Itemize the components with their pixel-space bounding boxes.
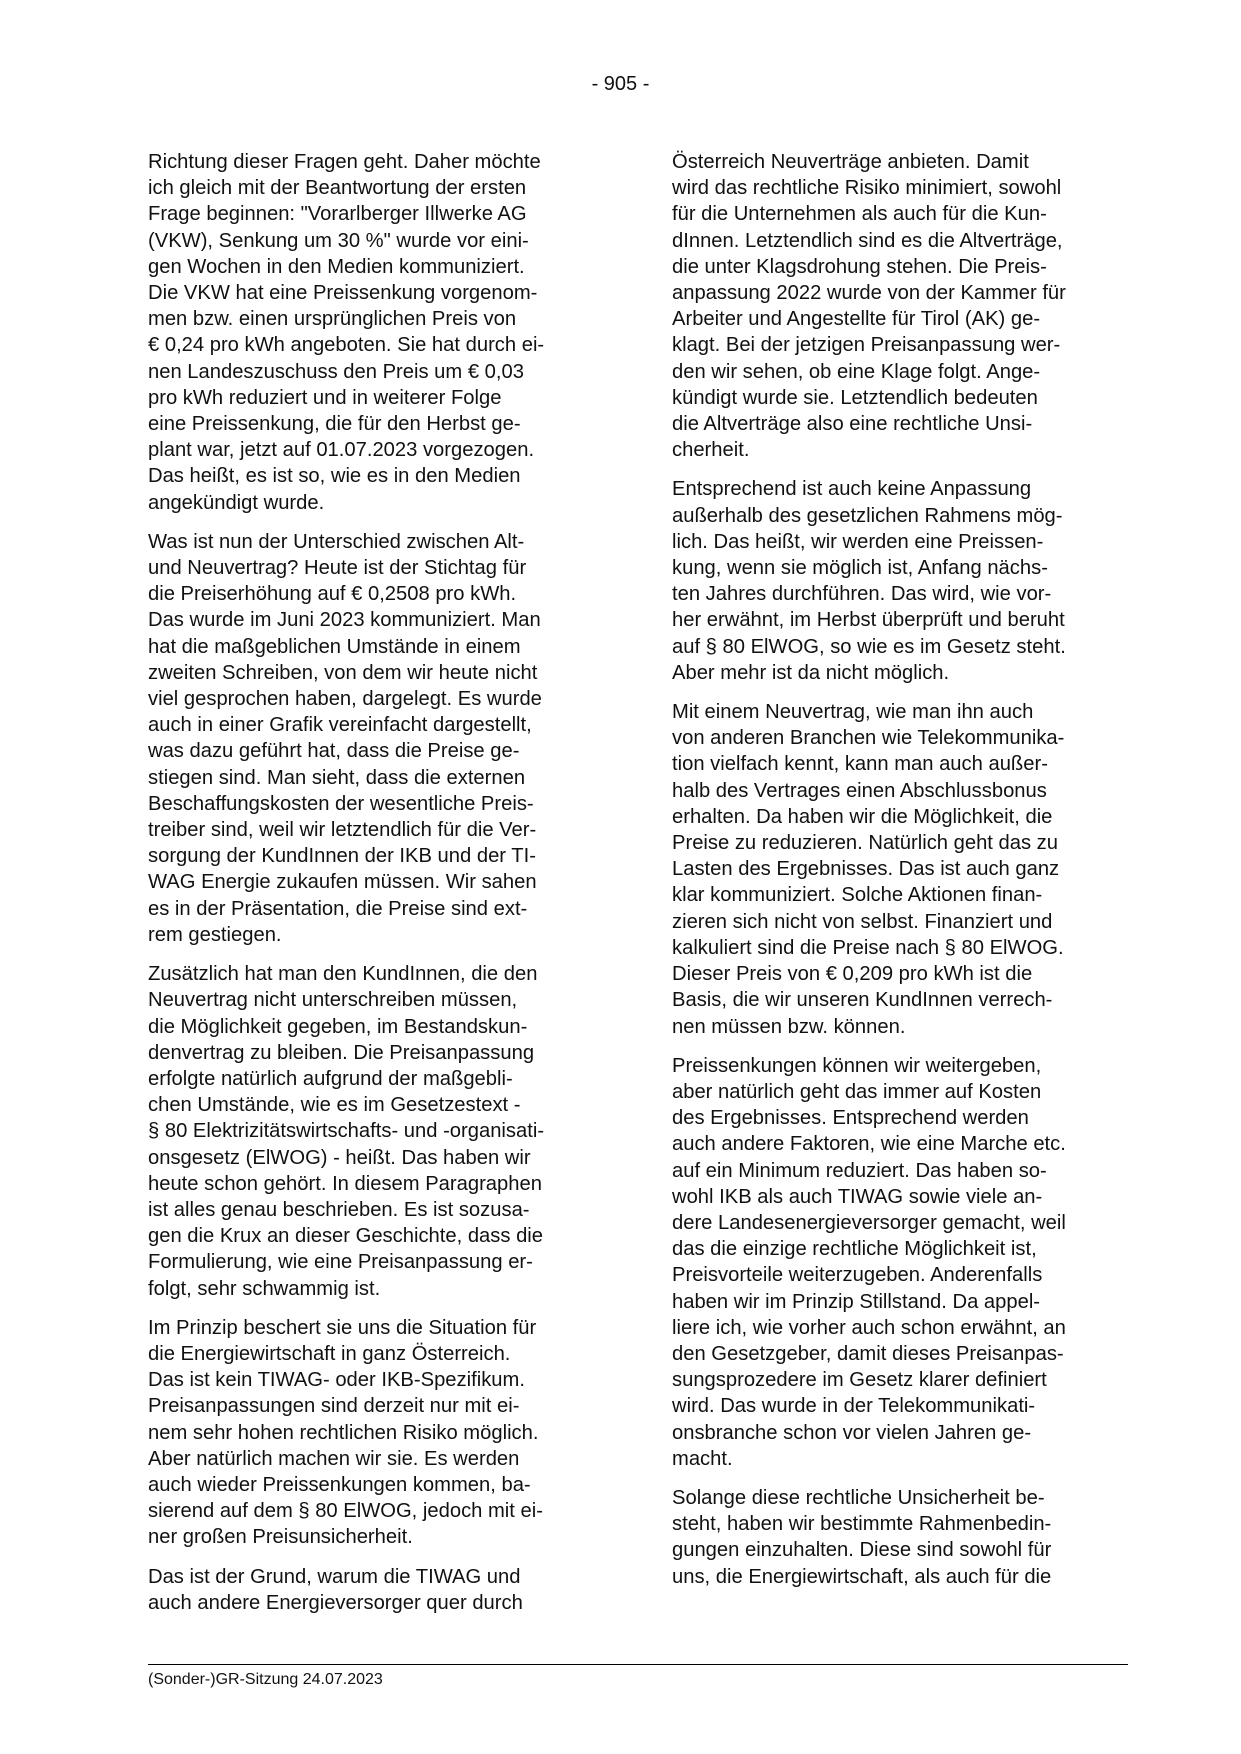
text-line: treiber sind, weil wir letztendlich für die Ver- <box>148 819 537 842</box>
text-line: auch in einer Grafik vereinfacht dargestellt, <box>148 714 532 737</box>
text-line: kündigt wurde sie. Letztendlich bedeuten <box>672 386 1038 409</box>
text-line: denvertrag zu bleiben. Die Preisanpassung <box>148 1041 535 1064</box>
footer-divider <box>148 1664 1128 1665</box>
text-line: zieren sich nicht von selbst. Finanziert und <box>672 910 1053 933</box>
text-line: auf § 80 ElWOG, so wie es im Gesetz steht. <box>672 635 1066 658</box>
text-line: für die Unternehmen als auch für die Kun- <box>672 203 1047 226</box>
text-line: ich gleich mit der Beantwortung der ersten <box>148 177 527 200</box>
text-line: § 80 Elektrizitätswirtschafts- und -organisati- <box>148 1120 545 1143</box>
paragraph <box>148 961 600 1302</box>
paragraph <box>672 1485 1124 1590</box>
text-line: kung, wenn sie möglich ist, Anfang nächs- <box>672 557 1048 580</box>
text-line: die Energiewirtschaft in ganz Österreich. <box>148 1342 511 1365</box>
text-line: Preise zu reduzieren. Natürlich geht das zu <box>672 832 1059 855</box>
text-line: den wir sehen, ob eine Klage folgt. Ange- <box>672 360 1041 383</box>
text-line: gen die Krux an dieser Geschichte, dass die <box>148 1225 544 1248</box>
text-line: zweiten Schreiben, von dem wir heute nicht <box>148 661 538 684</box>
text-line: cherheit. <box>672 439 750 462</box>
text-line: liere ich, wie vorher auch schon erwähnt, an <box>672 1316 1066 1339</box>
text-line: es in der Präsentation, die Preise sind ext- <box>148 897 528 920</box>
text-line: Formulierung, wie eine Preisanpassung er- <box>148 1251 533 1274</box>
text-line: WAG Energie zukaufen müssen. Wir sahen <box>148 871 537 894</box>
text-line: (VKW), Senkung um 30 %" wurde vor eini- <box>148 229 529 252</box>
text-line: wohl IKB als auch TIWAG sowie viele an- <box>672 1185 1043 1208</box>
text-line: die Möglichkeit gegeben, im Bestandskun- <box>148 1015 528 1038</box>
text-line: klar kommuniziert. Solche Aktionen finan- <box>672 884 1043 907</box>
text-line: ner großen Preisunsicherheit. <box>148 1526 413 1549</box>
text-line: außerhalb des gesetzlichen Rahmens mög- <box>672 504 1063 527</box>
text-line: anpassung 2022 wurde von der Kammer für <box>672 282 1066 305</box>
text-line: auf ein Minimum reduziert. Das haben so- <box>672 1159 1047 1182</box>
text-line: nem sehr hohen rechtlichen Risiko möglich. <box>148 1421 539 1444</box>
text-line: den Gesetzgeber, damit dieses Preisanpas- <box>672 1342 1064 1365</box>
text-line: uns, die Energiewirtschaft, als auch für die <box>672 1565 1052 1588</box>
footer-session-label: (Sonder-)GR-Sitzung 24.07.2023 <box>148 1671 383 1688</box>
text-line: nen Landeszuschuss den Preis um € 0,03 <box>148 360 524 383</box>
text-line: Österreich Neuverträge anbieten. Damit <box>672 151 1029 173</box>
left-column <box>148 149 600 1629</box>
text-line: Das wurde im Juni 2023 kommuniziert. Man <box>148 609 541 632</box>
text-line: angekündigt wurde. <box>148 491 325 514</box>
text-line: was dazu geführt hat, dass die Preise ge- <box>148 740 520 763</box>
text-line: des Ergebnisses. Entsprechend werden <box>672 1107 1029 1130</box>
text-line: wird. Das wurde in der Telekommunikati- <box>672 1395 1036 1418</box>
text-line: plant war, jetzt auf 01.07.2023 vorgezogen. <box>148 439 535 462</box>
text-line: lich. Das heißt, wir werden eine Preissen- <box>672 530 1044 553</box>
text-line: erhalten. Da haben wir die Möglichkeit, die <box>672 805 1053 828</box>
text-line: macht. <box>672 1447 733 1470</box>
text-line: auch andere Energieversorger quer durch <box>148 1591 523 1614</box>
text-line: dInnen. Letztendlich sind es die Altverträge, <box>672 229 1063 252</box>
text-line: chen Umstände, wie es im Gesetzestext - <box>148 1094 521 1117</box>
text-line: Frage beginnen: "Vorarlberger Illwerke AG <box>148 203 527 226</box>
paragraph <box>672 1053 1124 1472</box>
text-line: die Altverträge also eine rechtliche Unsi- <box>672 413 1033 436</box>
text-line: her erwähnt, im Herbst überprüft und beruht <box>672 609 1065 632</box>
text-line: kalkuliert sind die Preise nach § 80 ElWOG. <box>672 936 1064 959</box>
text-line: auch andere Faktoren, wie eine Marche etc. <box>672 1133 1066 1156</box>
text-line: von anderen Branchen wie Telekommunika- <box>672 727 1065 750</box>
text-line: haben wir im Prinzip Stillstand. Da appel- <box>672 1290 1041 1313</box>
text-line: Mit einem Neuvertrag, wie man ihn auch <box>672 701 1034 724</box>
text-line: sierend auf dem § 80 ElWOG, jedoch mit ei- <box>148 1500 543 1523</box>
text-line: € 0,24 pro kWh angeboten. Sie hat durch ei- <box>148 334 545 357</box>
text-line: Das heißt, es ist so, wie es in den Medien <box>148 465 521 488</box>
text-line: die unter Klagsdrohung stehen. Die Preis- <box>672 255 1047 278</box>
text-line: halb des Vertrages einen Abschlussbonus <box>672 779 1047 802</box>
text-line: Preisanpassungen sind derzeit nur mit ei- <box>148 1395 520 1418</box>
text-line: Dieser Preis von € 0,209 pro kWh ist die <box>672 963 1033 986</box>
paragraph <box>148 149 600 516</box>
text-line: rem gestiegen. <box>148 923 282 946</box>
text-line: Beschaffungskosten der wesentliche Preis- <box>148 792 534 815</box>
text-line: hat die maßgeblichen Umstände in einem <box>148 635 521 658</box>
text-line: gen Wochen in den Medien kommuniziert. <box>148 255 525 278</box>
text-line: dere Landesenergieversorger gemacht, weil <box>672 1211 1066 1234</box>
text-line: Die VKW hat eine Preissenkung vorgenom- <box>148 282 538 305</box>
text-line: Aber natürlich machen wir sie. Es werden <box>148 1447 520 1470</box>
text-line: sorgung der KundInnen der IKB und der TI- <box>148 845 536 868</box>
text-line: Basis, die wir unseren KundInnen verrech- <box>672 989 1053 1012</box>
paragraph <box>148 1315 600 1551</box>
text-line: Aber mehr ist da nicht möglich. <box>672 661 950 684</box>
text-line: eine Preissenkung, die für den Herbst ge- <box>148 413 521 436</box>
text-line: stiegen sind. Man sieht, dass die externen <box>148 766 526 789</box>
paragraph <box>148 1564 600 1616</box>
text-line: Zusätzlich hat man den KundInnen, die den <box>148 963 538 986</box>
text-line: viel gesprochen haben, dargelegt. Es wurde <box>148 688 542 711</box>
text-line: pro kWh reduziert und in weiterer Folge <box>148 386 502 409</box>
text-line: onsgesetz (ElWOG) - heißt. Das haben wir <box>148 1146 531 1169</box>
text-line: folgt, sehr schwammig ist. <box>148 1277 381 1300</box>
text-line: Was ist nun der Unterschied zwischen Alt- <box>148 530 525 553</box>
text-line: men bzw. einen ursprünglichen Preis von <box>148 308 517 331</box>
text-line: onsbranche schon vor vielen Jahren ge- <box>672 1421 1032 1444</box>
text-line: Neuvertrag nicht unterschreiben müssen, <box>148 989 518 1012</box>
right-column <box>672 149 1124 1603</box>
text-line: Preissenkungen können wir weitergeben, <box>672 1054 1042 1077</box>
text-line: Arbeiter und Angestellte für Tirol (AK) ge- <box>672 308 1041 331</box>
text-line: Solange diese rechtliche Unsicherheit be- <box>672 1486 1045 1509</box>
text-line: steht, haben wir bestimmte Rahmenbedin- <box>672 1513 1052 1536</box>
text-line: heute schon gehört. In diesem Paragraphen <box>148 1172 542 1195</box>
text-line: auch wieder Preissenkungen kommen, ba- <box>148 1473 531 1496</box>
text-line: nen müssen bzw. können. <box>672 1015 906 1038</box>
text-line: Lasten des Ergebnisses. Das ist auch ganz <box>672 858 1060 881</box>
text-line: erfolgte natürlich aufgrund der maßgebli- <box>148 1067 513 1090</box>
text-line: Das ist der Grund, warum die TIWAG und <box>148 1565 521 1588</box>
text-line: Richtung dieser Fragen geht. Daher möchte <box>148 151 541 173</box>
text-line: Preisvorteile weiterzugeben. Anderenfalls <box>672 1264 1043 1287</box>
text-line: aber natürlich geht das immer auf Kosten <box>672 1080 1042 1103</box>
text-line: ist alles genau beschrieben. Es ist sozusa- <box>148 1198 530 1221</box>
text-line: das die einzige rechtliche Möglichkeit ist, <box>672 1238 1037 1261</box>
paragraph <box>672 149 1124 463</box>
text-line: klagt. Bei der jetzigen Preisanpassung wer- <box>672 334 1061 357</box>
text-line: gungen einzuhalten. Diese sind sowohl für <box>672 1539 1052 1562</box>
text-line: ten Jahres durchführen. Das wird, wie vor- <box>672 583 1052 606</box>
paragraph <box>672 476 1124 686</box>
text-line: Das ist kein TIWAG- oder IKB-Spezifikum. <box>148 1369 525 1392</box>
text-line: sungsprozedere im Gesetz klarer definiert <box>672 1369 1047 1392</box>
page-number: - 905 - <box>591 73 650 95</box>
text-line: wird das rechtliche Risiko minimiert, sowohl <box>672 177 1062 200</box>
text-line: tion vielfach kennt, kann man auch außer- <box>672 753 1048 776</box>
text-line: und Neuvertrag? Heute ist der Stichtag für <box>148 557 527 580</box>
paragraph <box>148 529 600 948</box>
text-line: Entsprechend ist auch keine Anpassung <box>672 478 1032 501</box>
paragraph <box>672 699 1124 1040</box>
text-line: Im Prinzip beschert sie uns die Situation für <box>148 1316 537 1339</box>
text-line: die Preiserhöhung auf € 0,2508 pro kWh. <box>148 583 517 606</box>
